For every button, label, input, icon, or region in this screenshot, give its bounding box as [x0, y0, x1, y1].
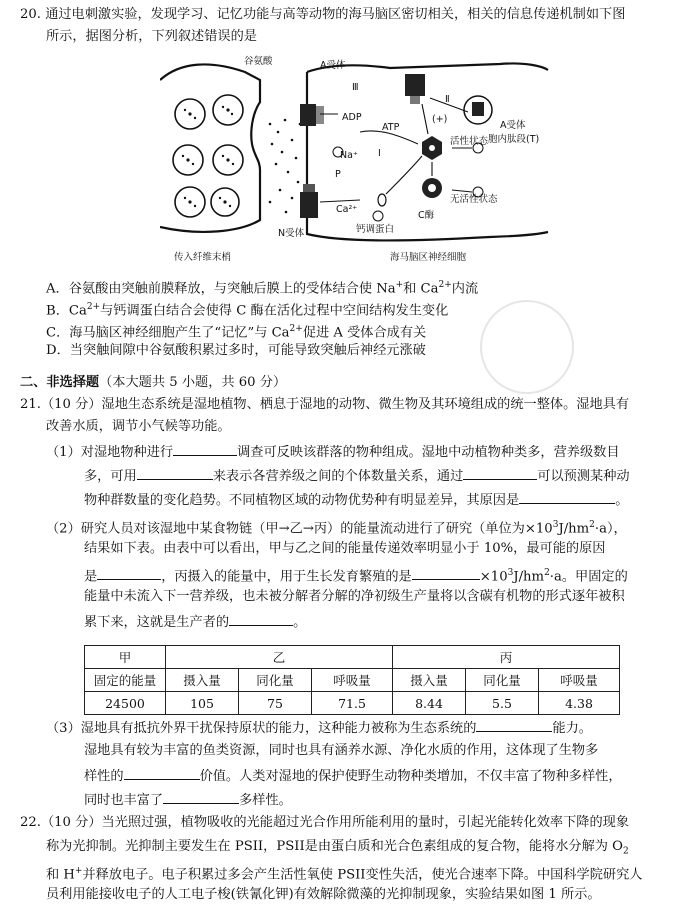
answer-blank[interactable]: [476, 718, 552, 732]
q20-option-a: A．谷氨酸由突触前膜释放，与突触后膜上的受体结合使 Na+和 $Ca^{2+}$内流: [46, 280, 479, 297]
label-presynaptic: 传入纤维末梢: [174, 252, 232, 263]
label-adp: ADP: [342, 112, 362, 123]
q20-option-d: D．当突触间隙中谷氨酸积累过多时，可能导致突触后神经元涨破: [46, 343, 426, 358]
table-group-yi: 乙: [166, 646, 393, 669]
n-receptor: [300, 184, 318, 218]
answer-blank[interactable]: [124, 766, 200, 780]
q22-number: 22.: [20, 815, 41, 830]
q21-part3-line3: 样性的 价值。人类对湿地的保护使野生动物种类增加，不仅丰富了物种多样性，: [84, 766, 622, 786]
table-cell: 75: [239, 692, 312, 715]
table-header: 同化量: [239, 669, 312, 692]
label-inactive-state: 无活性状态: [450, 194, 498, 205]
q20-stem-line1: 20. 通过电刺激实验，发现学习、记忆功能与高等动物的海马脑区密切相关，相关的信息传递机制如下图: [20, 7, 626, 22]
label-plus: (+): [432, 114, 448, 125]
a-receptor-vesicle: [464, 96, 492, 124]
q22-line3: 和 H+并释放电子。电子积累过多会产生活性氧使 PSII变性失活，使光合速率下降。中国科学院研究人: [46, 866, 643, 883]
table-header: 呼吸量: [539, 669, 620, 692]
table-group-bing: 丙: [393, 646, 620, 669]
label-na: Na⁺: [340, 150, 358, 161]
a-receptor: [300, 104, 324, 126]
label-glutamate: 谷氨酸: [244, 56, 273, 67]
table-cell: 5.5: [466, 692, 539, 715]
q22-line4: 员利用能接收电子的人工电子梭(铁氰化钾)有效解除微藻的光抑制现象，实验结果如图 1 所示。: [46, 887, 601, 902]
q21-part1-line1: （1）对湿地物种进行 调查可反映该群落的物种组成。湿地中动植物种类多，营养级数目: [46, 442, 620, 462]
watermark-seal: [480, 300, 574, 394]
label-p: P: [335, 169, 341, 180]
label-atp: ATP: [382, 122, 400, 133]
label-intracellular-peptide: 胞内肽段(T): [488, 134, 540, 145]
q20-option-c: C．海马脑区神经细胞产生了“记忆”与 $Ca^{2+}$促进 A 受体合成有关: [46, 324, 427, 341]
q21-part3-line1: （3）湿地具有抵抗外界干扰保持原状的能力，这种能力被称为生态系统的 能力。: [46, 718, 592, 738]
table-cell: 105: [166, 692, 239, 715]
q21-part2-line5: 累下来，这就是生产者的 。: [84, 612, 306, 632]
section-2-title: 二、非选择题（本大题共 5 小题，共 60 分）: [20, 375, 287, 390]
label-a-receptor: A受体: [320, 60, 346, 71]
table-group-row: [85, 646, 620, 669]
q21-part3-line2: 湿地具有较为丰富的鱼类资源，同时也具有涵养水源、净化水质的作用，这体现了生物多: [84, 743, 599, 758]
q20-number: 20.: [20, 7, 41, 22]
label-roman-1: Ⅰ: [378, 148, 381, 159]
table-header: 固定的能量: [85, 669, 166, 692]
answer-blank[interactable]: [173, 442, 237, 456]
q21-part2-line3: 是 ，丙摄入的能量中，用于生长发育繁殖的是 $\times 10^3J/hm^2\cdot a$。甲固定的: [84, 568, 628, 585]
q21-part1-line3: 物种群数量的变化趋势。不同植物区域的动物优势种有明显差异，其原因是 。: [84, 490, 628, 510]
a-receptor-inserting: [405, 74, 425, 104]
answer-blank[interactable]: [519, 490, 615, 504]
label-active-state: 活性状态: [450, 136, 489, 147]
table-header: 摄入量: [393, 669, 466, 692]
label-roman-2: Ⅱ: [445, 94, 450, 105]
q21-intro-line1: 21.（10 分）湿地生态系统是湿地植物、栖息于湿地的动物、微生物及其环境组成的统一整体。湿地具有: [20, 397, 630, 412]
energy-flow-table: [84, 645, 620, 715]
answer-blank[interactable]: [412, 566, 480, 580]
answer-blank[interactable]: [137, 466, 213, 480]
table-header-row: [85, 669, 620, 692]
q20-option-b: B．$Ca^{2+}$与钙调蛋白结合会使得 C 酶在活化过程中空间结构发生变化: [46, 302, 449, 319]
q21-part2-line4: 能量中未流入下一营养级，也未被分解者分解的净初级生产量将以含碳有机物的形式逐年被积: [84, 589, 625, 604]
q21-part3-line4: 同时也丰富了 多样性。: [84, 790, 292, 810]
synapse-diagram: [160, 52, 550, 264]
label-c-enzyme: C酶: [418, 210, 435, 221]
q21-intro-line2: 改善水质，调节小气候等功能。: [46, 419, 231, 434]
glutamate-molecules: [269, 119, 302, 214]
label-ca: Ca²⁺: [336, 204, 358, 215]
label-n-receptor: N受体: [278, 228, 305, 239]
q21-part2-line2: 结果如下表。由表中可以看出，甲与乙之间的能量传递效率明显小于 10%，最可能的原因: [84, 541, 606, 556]
q21-part1-line2: 多，可用 来表示各营养级之间的个体数量关系，通过 可以预测某种动: [84, 466, 630, 486]
table-cell: 4.38: [539, 692, 620, 715]
label-roman-3: Ⅲ: [352, 82, 359, 93]
label-a-receptor-vesicle: A受体: [500, 120, 526, 131]
table-value-row: [85, 692, 620, 715]
q22-line1: 22.（10 分）当光照过强，植物吸收的光能超过光合作用所能利用的量时，引起光能转化效率下降的现象: [20, 815, 630, 830]
table-cell: 8.44: [393, 692, 466, 715]
table-group-jia: 甲: [85, 646, 166, 669]
table-header: 呼吸量: [312, 669, 393, 692]
q21-number: 21.: [20, 397, 41, 412]
table-cell: 24500: [85, 692, 166, 715]
q21-part2-line1: （2）研究人员对该湿地中某食物链（甲→乙→丙）的能量流动进行了研究（单位为$\times 10^3J/hm^2\cdot a$），: [46, 520, 627, 537]
q22-line2: 称为光抑制。光抑制主要发生在 PSII，PSII是由蛋白质和光合色素组成的复合物，能将水分解为 $O_2$: [46, 839, 629, 857]
answer-blank[interactable]: [97, 566, 161, 580]
answer-blank[interactable]: [229, 612, 293, 626]
answer-blank[interactable]: [463, 466, 537, 480]
table-header: 摄入量: [166, 669, 239, 692]
table-header: 同化量: [466, 669, 539, 692]
label-postsynaptic: 海马脑区神经细胞: [390, 252, 467, 263]
label-calmodulin: 钙调蛋白: [356, 224, 395, 235]
calmodulin: [378, 194, 386, 206]
q20-stem-line2: 所示，据图分析，下列叙述错误的是: [46, 29, 257, 44]
table-cell: 71.5: [312, 692, 393, 715]
answer-blank[interactable]: [163, 790, 239, 804]
